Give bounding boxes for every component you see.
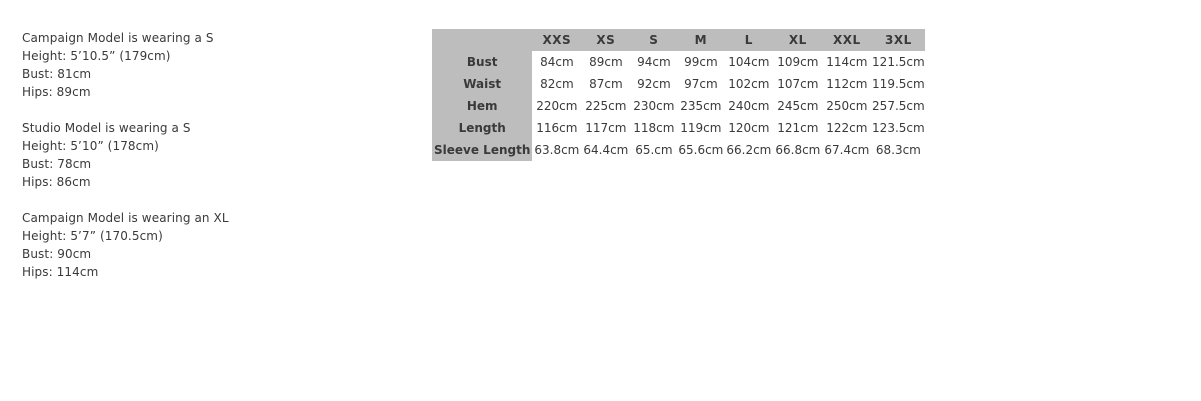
measurement-cell: 118cm (630, 117, 677, 139)
model-block-campaign-s (22, 29, 229, 101)
measurement-cell: 257.5cm (871, 95, 925, 117)
measurement-cell: 104cm (724, 51, 773, 73)
model-line: Height: 5’7” (170.5cm) (22, 229, 163, 243)
measurement-cell: 65.cm (630, 139, 677, 161)
model-line: Campaign Model is wearing a S (22, 31, 214, 45)
model-line: Campaign Model is wearing an XL (22, 211, 229, 225)
measurement-cell: 109cm (773, 51, 822, 73)
measurement-cell: 97cm (677, 73, 724, 95)
table-row (432, 139, 925, 161)
measurement-cell: 245cm (773, 95, 822, 117)
measurement-cell: 107cm (773, 73, 822, 95)
measurement-cell: 116cm (532, 117, 581, 139)
model-line: Hips: 89cm (22, 85, 91, 99)
measurement-cell: 117cm (581, 117, 630, 139)
size-header: XXS (532, 29, 581, 51)
model-line: Bust: 90cm (22, 247, 92, 261)
measurement-cell: 112cm (822, 73, 871, 95)
measurement-cell: 230cm (630, 95, 677, 117)
corner-cell (432, 29, 532, 51)
model-line: Bust: 81cm (22, 67, 92, 81)
size-header: 3XL (871, 29, 925, 51)
measurement-cell: 220cm (532, 95, 581, 117)
table-row (432, 73, 925, 95)
size-header: L (724, 29, 773, 51)
model-block-campaign-xl (22, 209, 229, 281)
size-header: S (630, 29, 677, 51)
measurement-cell: 63.8cm (532, 139, 581, 161)
measurement-cell: 68.3cm (871, 139, 925, 161)
table-row (432, 51, 925, 73)
size-header-row (432, 29, 925, 51)
model-line: Studio Model is wearing a S (22, 121, 191, 135)
measurement-cell: 94cm (630, 51, 677, 73)
measurement-cell: 121.5cm (871, 51, 925, 73)
measurement-cell: 66.8cm (773, 139, 822, 161)
size-header: XXL (822, 29, 871, 51)
measurement-cell: 87cm (581, 73, 630, 95)
row-label: Bust (432, 51, 532, 73)
measurement-cell: 250cm (822, 95, 871, 117)
row-label: Hem (432, 95, 532, 117)
measurement-cell: 120cm (724, 117, 773, 139)
measurement-cell: 122cm (822, 117, 871, 139)
model-line: Hips: 86cm (22, 175, 91, 189)
measurement-cell: 235cm (677, 95, 724, 117)
measurement-cell: 64.4cm (581, 139, 630, 161)
model-line: Height: 5’10” (178cm) (22, 139, 159, 153)
size-header: XL (773, 29, 822, 51)
model-line: Height: 5’10.5” (179cm) (22, 49, 171, 63)
size-header: M (677, 29, 724, 51)
row-label: Sleeve Length (432, 139, 532, 161)
row-label: Waist (432, 73, 532, 95)
measurement-cell: 102cm (724, 73, 773, 95)
measurement-cell: 67.4cm (822, 139, 871, 161)
model-line: Hips: 114cm (22, 265, 99, 279)
model-info (22, 29, 229, 299)
measurement-cell: 114cm (822, 51, 871, 73)
model-line: Bust: 78cm (22, 157, 92, 171)
measurement-cell: 92cm (630, 73, 677, 95)
model-block-studio-s (22, 119, 229, 191)
table-row (432, 117, 925, 139)
measurement-cell: 119.5cm (871, 73, 925, 95)
measurement-cell: 84cm (532, 51, 581, 73)
measurement-cell: 121cm (773, 117, 822, 139)
measurement-cell: 89cm (581, 51, 630, 73)
row-label: Length (432, 117, 532, 139)
measurement-cell: 225cm (581, 95, 630, 117)
measurement-cell: 99cm (677, 51, 724, 73)
measurement-cell: 240cm (724, 95, 773, 117)
size-chart-table (432, 29, 925, 161)
measurement-cell: 123.5cm (871, 117, 925, 139)
measurement-cell: 119cm (677, 117, 724, 139)
measurement-cell: 65.6cm (677, 139, 724, 161)
measurement-cell: 66.2cm (724, 139, 773, 161)
measurement-cell: 82cm (532, 73, 581, 95)
table-row (432, 95, 925, 117)
size-header: XS (581, 29, 630, 51)
